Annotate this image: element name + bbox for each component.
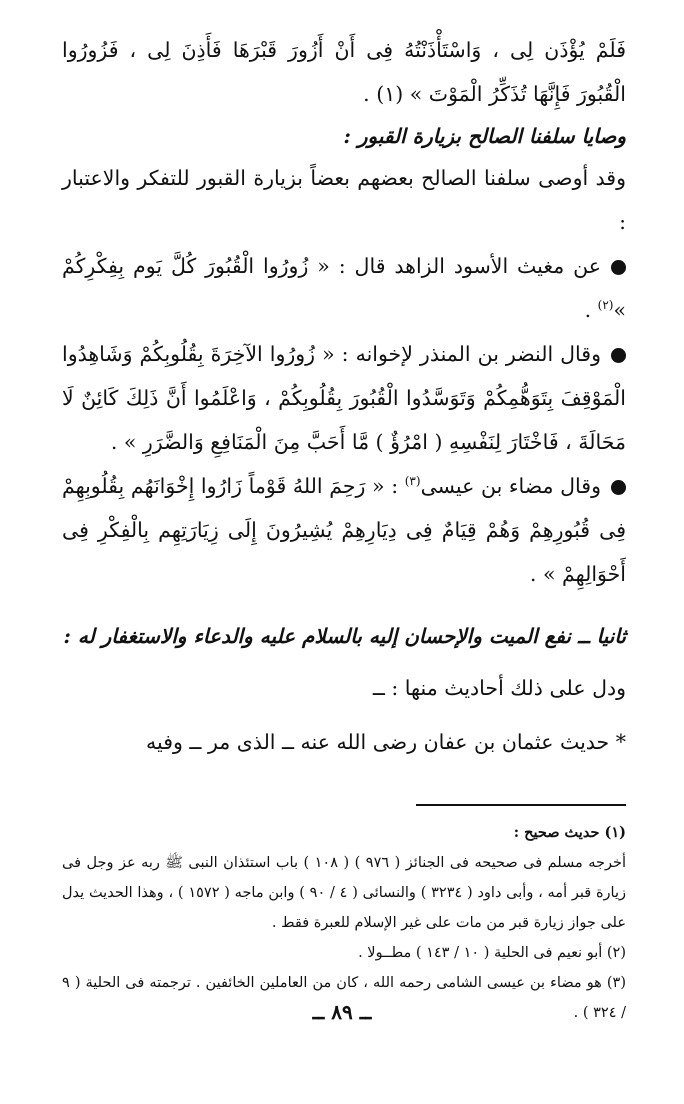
footnote-3: (٣) هو مضاء بن عيسى الشامى رحمه الله ، كان من العاملين الخائفين . ترجمته فى الحلية ( ٩ / ٣٢٤ ) . xyxy=(62,975,626,1021)
footnote-1 xyxy=(62,818,626,938)
quote-tail: . xyxy=(584,298,598,322)
quote-item-mudha xyxy=(62,464,626,596)
spacer xyxy=(62,710,626,720)
spacer xyxy=(62,656,626,666)
page-number: ــ ٨٩ ــ xyxy=(312,1000,372,1024)
quote-tail: : « رَحِمَ اللهُ قَوْماً زَارُوا إِخْوَانَهُم بِقُلُوبِهِمْ فِى قُبُورِهِمْ وَهُمْ قِيَامٌ فِى دِيَارِهِمْ يُشِيرُونَ إِلَى زِيَارَتِهِم بِالْفِكْرِ فِى أَحْوَالِهِمْ » . xyxy=(62,474,626,586)
section-heading-benefit: ثانيا ــ نفع الميت والإحسان إليه بالسلام عليه والدعاء والاستغفار له : xyxy=(63,624,626,648)
section-intro-paragraph: وقد أوصى سلفنا الصالح بعضهم بعضاً بزيارة القبور للتفكر والاعتبار : xyxy=(62,166,626,234)
quote-text: وقال النضر بن المنذر لإخوانه : « زُورُوا الآخِرَةَ بِقُلُوبِكُمْ وَشَاهِدُوا الْمَوْقِفَ بِتَوَهُّمِكُمْ وَتَوَسَّدُوا الْقُبُورَ بِقُلُوبِكُمْ ، وَاعْلَمُوا أَنَّ ذَلِكَ كَائِنٌ لَا مَحَالَةَ ، فَاخْتَارَ لِنَفْسِهِ ( امْرُؤٌ ) مَّا أَحَبَّ مِنَ الْمَنَافِعِ وَالضَّرَرِ » . xyxy=(62,342,626,454)
footnote-divider xyxy=(416,804,626,806)
quote-item-mughith xyxy=(62,244,626,332)
footnote-ref: (٣) xyxy=(404,474,421,489)
quote-item-nadr xyxy=(62,332,626,464)
continuation-paragraph: فَلَمْ يُؤْذَن لِى ، وَاسْتَأْذَنْتُهُ فِى أَنْ أَزُورَ قَبْرَهَا فَأَذِنَ لِى ، فَزُورُوا الْقُبُورَ فَإِنَّهَا تُذَكِّرُ الْمَوْتَ » (١) . xyxy=(62,38,626,106)
bullet-icon xyxy=(611,348,626,363)
section2-intro: ودل على ذلك أحاديث منها : ــ xyxy=(372,676,626,700)
footnote-1-text: أخرجه مسلم فى صحيحه فى الجنائز ( ٩٧٦ ) ( ١٠٨ ) باب استئذان النبى ﷺ ربه عز وجل فى زيارة قبر أمه ، وأبى داود ( ٣٢٣٤ ) والنسائى ( ٤ / ٩٠ ) وابن ماجه ( ١٥٧٢ ) ، وهذا الحديث يدل على جواز زيارة قبر من مات على غير الإسلام للعبرة فقط . xyxy=(62,855,626,931)
quote-text: عن مغيث الأسود الزاهد قال : « زُورُوا الْقُبُورَ كُلَّ يَوم بِفِكْرِكُمْ » xyxy=(62,254,626,322)
bullet-icon xyxy=(611,480,626,495)
spacer xyxy=(62,596,626,616)
footnote-ref: (٢) xyxy=(597,298,614,313)
section2-item: * حديث عثمان بن عفان رضى الله عنه ــ الذى مر ــ وفيه xyxy=(146,730,626,754)
footnote-2: (٢) أبو نعيم فى الحلية ( ١٠ / ١٤٣ ) مطــولا . xyxy=(358,945,626,961)
quote-text: وقال مضاء بن عيسى xyxy=(420,474,601,498)
footnote-1-title: (١) حديث صحيح : xyxy=(513,824,626,841)
bullet-icon xyxy=(611,260,626,275)
section-heading-advice: وصايا سلفنا الصالح بزيارة القبور : xyxy=(343,124,626,148)
